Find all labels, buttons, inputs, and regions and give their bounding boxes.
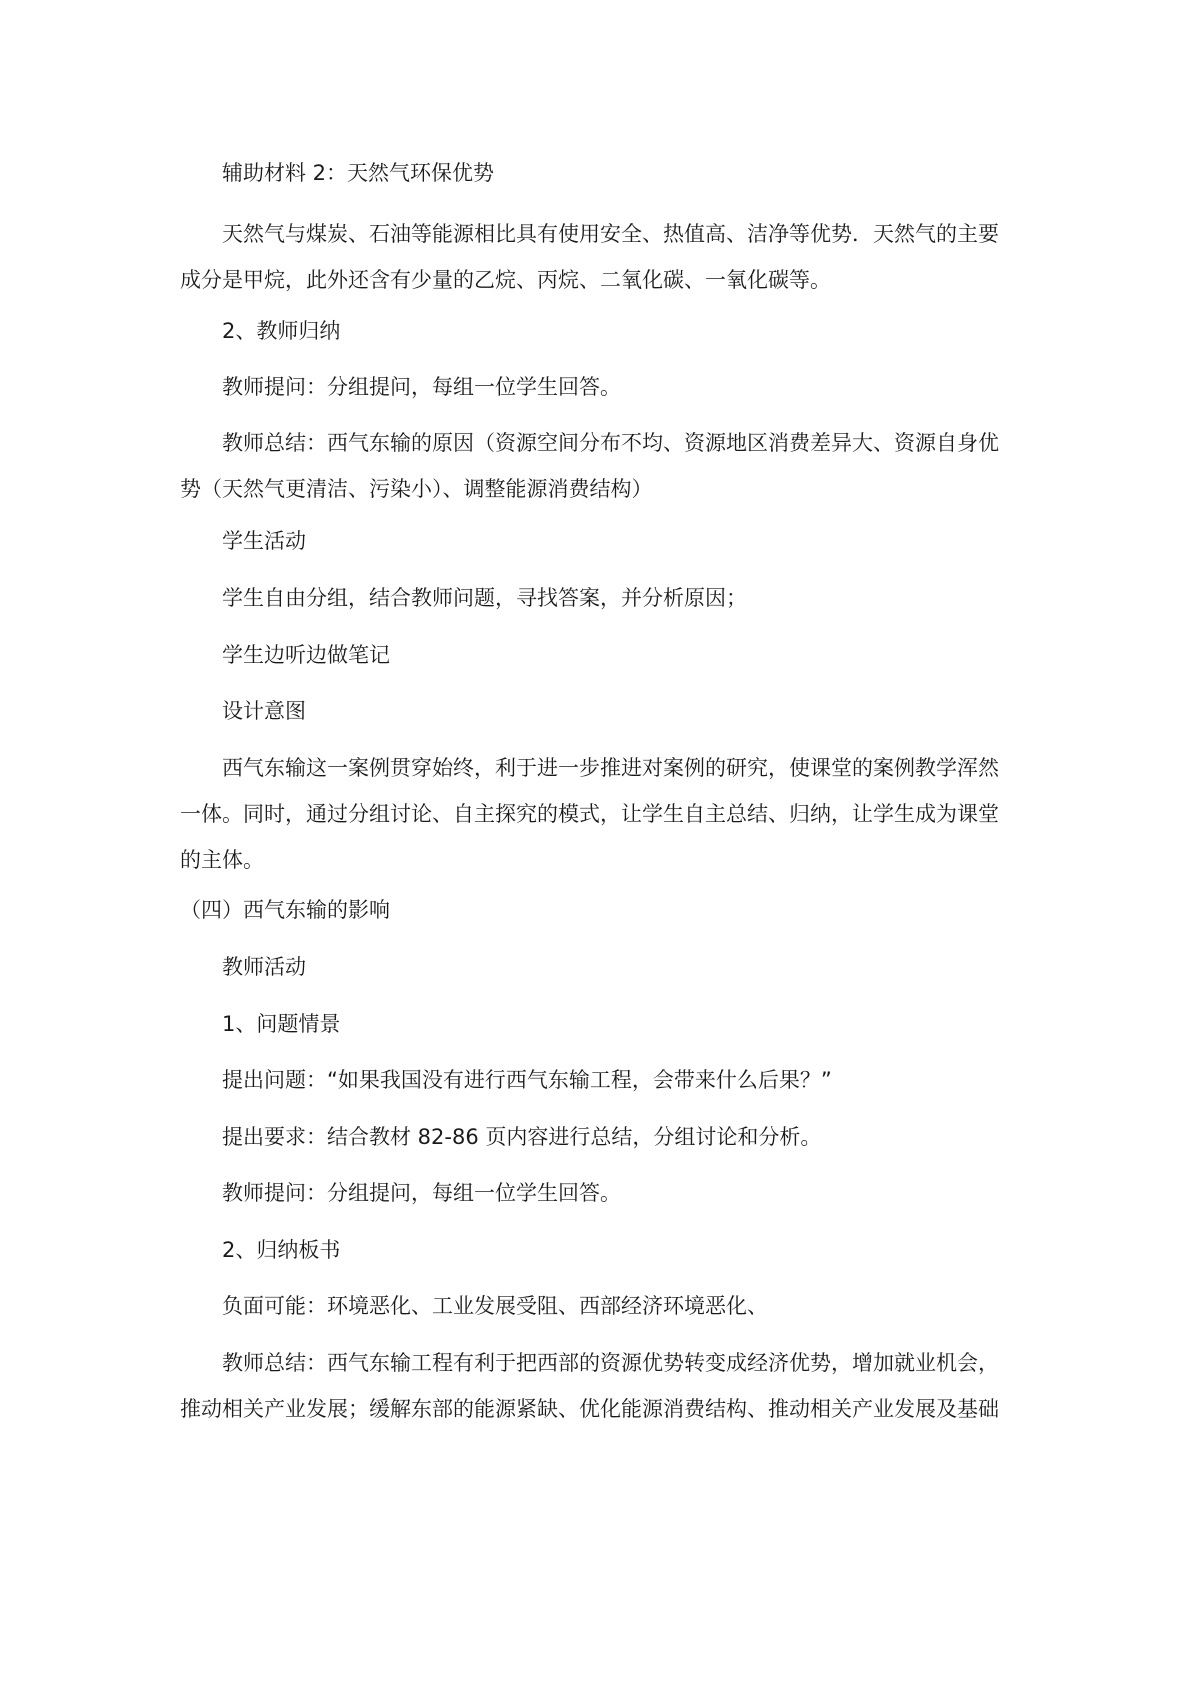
paragraph-teacher-conclusion-reasons — [180, 420, 1020, 512]
paragraph-board-summary — [180, 1227, 1020, 1273]
text-line: 负面可能：环境恶化、工业发展受阻、西部经济环境恶化、 — [222, 1294, 768, 1318]
paragraph-student-grouping — [180, 575, 1020, 621]
text-line: 1、问题情景 — [222, 1012, 341, 1036]
text-line: 学生边听边做笔记 — [222, 643, 390, 667]
paragraph-student-notes — [180, 632, 1020, 678]
text-line: 西气东输这一案例贯穿始终，利于进一步推进对案例的研究，使课堂的案例教学浑然 — [222, 756, 999, 780]
text-line: 学生活动 — [222, 529, 306, 553]
text-line: 辅助材料 2：天然气环保优势 — [222, 161, 495, 185]
text-line: 2、教师归纳 — [222, 319, 341, 343]
paragraph-raise-question — [180, 1057, 1020, 1103]
paragraph-teacher-conclusion-project — [180, 1340, 1020, 1432]
paragraph-design-intent — [180, 688, 1020, 734]
text-line: 教师提问：分组提问，每组一位学生回答。 — [222, 375, 621, 399]
text-line: 的主体。 — [180, 848, 264, 872]
section-heading-impact — [180, 887, 1020, 933]
paragraph-design-intent-body — [180, 745, 1020, 883]
paragraph-teacher-activity — [180, 944, 1020, 990]
text-line: （四）西气东输的影响 — [180, 898, 390, 922]
text-line: 教师总结：西气东输的原因（资源空间分布不均、资源地区消费差异大、资源自身优 — [222, 431, 999, 455]
paragraph-teacher-summary-heading — [180, 308, 1020, 354]
paragraph-teacher-question — [180, 364, 1020, 410]
text-line: 学生自由分组，结合教师问题，寻找答案，并分析原因； — [222, 586, 747, 610]
text-line: 教师总结：西气东输工程有利于把西部的资源优势转变成经济优势，增加就业机会， — [222, 1351, 999, 1375]
paragraph-aux-material-2 — [180, 150, 1020, 196]
paragraph-negative-possibilities — [180, 1283, 1020, 1329]
paragraph-raise-requirement — [180, 1114, 1020, 1160]
text-line: 势（天然气更清洁、污染小）、调整能源消费结构） — [180, 477, 653, 501]
text-line: 提出要求：结合教材 82-86 页内容进行总结，分组讨论和分析。 — [222, 1125, 822, 1149]
paragraph-teacher-question-2 — [180, 1170, 1020, 1216]
text-line: 设计意图 — [222, 699, 306, 723]
text-line: 教师提问：分组提问，每组一位学生回答。 — [222, 1181, 621, 1205]
text-line: 天然气与煤炭、石油等能源相比具有使用安全、热值高、洁净等优势．天然气的主要 — [222, 222, 999, 246]
text-line: 推动相关产业发展；缓解东部的能源紧缺、优化能源消费结构、推动相关产业发展及基础 — [180, 1397, 999, 1421]
text-line: 教师活动 — [222, 955, 306, 979]
text-line: 提出问题：“如果我国没有进行西气东输工程，会带来什么后果？” — [222, 1068, 832, 1092]
paragraph-student-activity — [180, 518, 1020, 564]
text-line: 成分是甲烷，此外还含有少量的乙烷、丙烷、二氧化碳、一氧化碳等。 — [180, 268, 831, 292]
text-line: 2、归纳板书 — [222, 1238, 341, 1262]
paragraph-natural-gas-advantages — [180, 211, 1020, 303]
text-line: 一体。同时，通过分组讨论、自主探究的模式，让学生自主总结、归纳，让学生成为课堂 — [180, 802, 999, 826]
paragraph-problem-scenario — [180, 1001, 1020, 1047]
